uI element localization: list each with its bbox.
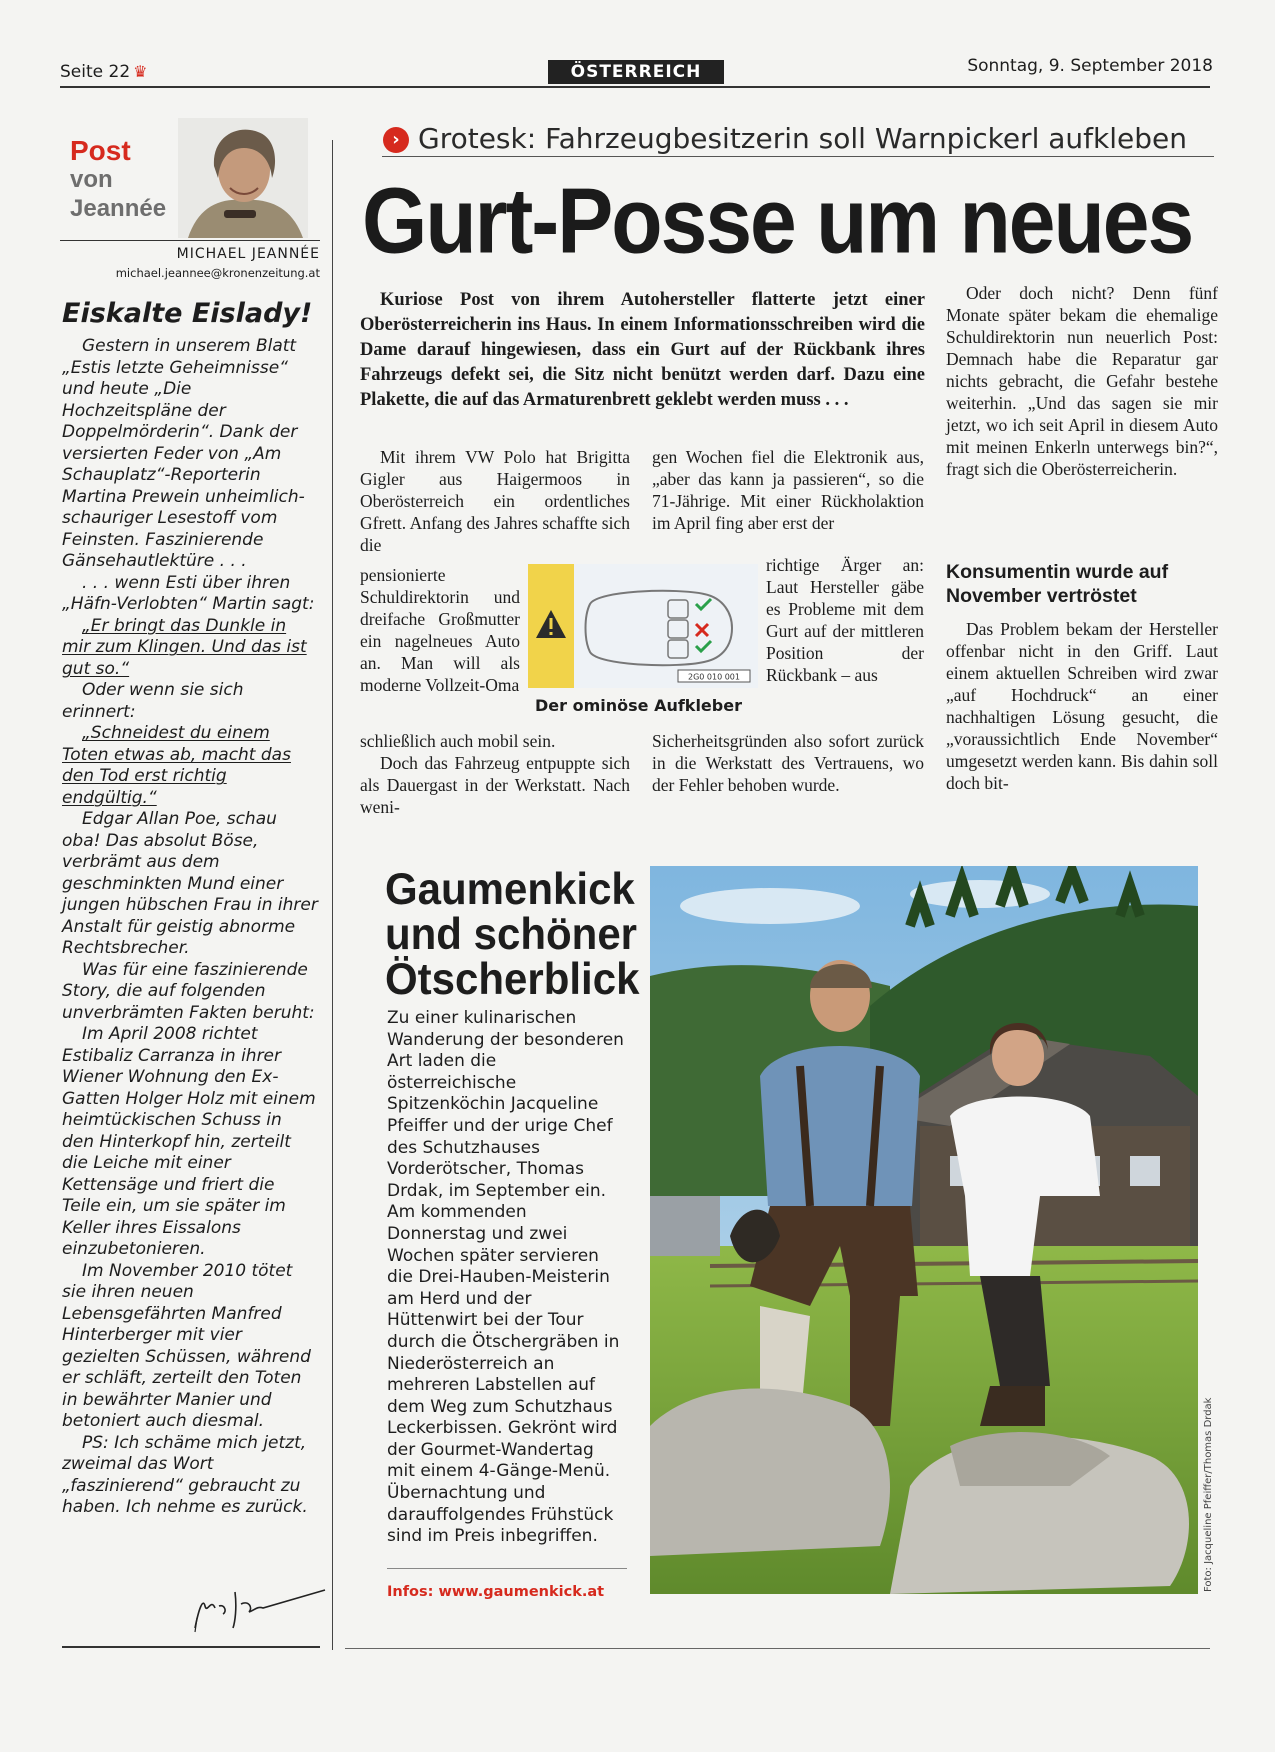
header-rule bbox=[60, 86, 1210, 88]
column-paragraph: Im April 2008 richtet Estibaliz Carranza in ihrer Wiener Wohnung den Ex-Gatten Holger Holz mit einem heimtückischen Schuss in den Hinterkopf hin, zerteilt die Leiche mit einer Kettensäge und friert die Teile ein, um sie später im Keller ihres Eissalons einzubetonieren. bbox=[62, 1024, 316, 1259]
story-paragraph: gen Wochen fiel die Elektronik aus, „aber das kann ja passieren“, so die 71-Jährige. Mit einer Rückholaktion im April fing aber erst der bbox=[652, 447, 924, 533]
column-body bbox=[62, 336, 318, 1519]
story-col1-wrap bbox=[360, 564, 520, 696]
column-paragraph: Oder wenn sie sich erinnert: bbox=[62, 680, 244, 722]
kicker-rule bbox=[382, 156, 1214, 157]
column-title-von: von bbox=[70, 166, 113, 193]
story-col2-bottom bbox=[652, 730, 924, 796]
author-signature bbox=[175, 1578, 345, 1634]
story-paragraph: Sicherheitsgründen also sofort zurück in die Werkstatt des Vertrauens, wo der Fehler behoben wurde. bbox=[652, 731, 924, 795]
story-col2-wrap bbox=[766, 554, 924, 686]
page-number: Seite 22 ♛ bbox=[60, 62, 148, 82]
teaser-photo bbox=[650, 866, 1198, 1594]
author-portrait bbox=[178, 118, 308, 238]
chevron-right-icon: › bbox=[383, 127, 409, 153]
sticker-code: 2G0 010 001 bbox=[687, 672, 741, 682]
story-col3-bottom bbox=[946, 618, 1218, 794]
teaser-headline-line: Gaumenkick bbox=[385, 863, 635, 914]
column-title bbox=[70, 136, 166, 223]
teaser-rule bbox=[387, 1568, 627, 1569]
story-paragraph: richtige Ärger an: Laut Hersteller gäbe es Probleme mit dem Gurt auf der mittleren Position der Rückbank – aus bbox=[766, 555, 924, 685]
sticker-caption: Der ominöse Aufkleber bbox=[535, 696, 742, 715]
column-paragraph: Was für eine faszinierende Story, die auf folgenden unverbrämten Fakten beruht: bbox=[62, 959, 315, 1023]
story-col1-top bbox=[360, 446, 630, 556]
story-col3-top bbox=[946, 282, 1218, 480]
teaser-headline bbox=[385, 863, 655, 1004]
story-paragraph: Mit ihrem VW Polo hat Brigitta Gigler aus Haigermoos in Oberösterreich ein ordentliches Gfrett. Anfang des Jahres schaffte sich die bbox=[360, 447, 630, 555]
column-bottom-rule bbox=[62, 1646, 320, 1648]
column-paragraph: Im November 2010 tötet sie ihren neuen Lebensgefährten Manfred Hinterberger mit vier gezielten Schüssen, während er schläft, zerteilt den Toten in bewährter Manier und betoniert auch diesmal. bbox=[62, 1260, 311, 1431]
story-paragraph: schließlich auch mobil sein. bbox=[360, 731, 556, 751]
story-kicker: Grotesk: Fahrzeugbesitzerin soll Warnpickerl aufkleben bbox=[418, 122, 1187, 155]
section-label: ÖSTERREICH bbox=[548, 60, 724, 84]
warning-sticker-image bbox=[528, 564, 758, 688]
photo-credit: Foto: Jacqueline Pfeiffer/Thomas Drdak bbox=[1203, 1397, 1214, 1592]
page-bottom-rule bbox=[345, 1648, 1210, 1649]
story-col2-top bbox=[652, 446, 924, 534]
column-headline: Eiskalte Eislady! bbox=[62, 298, 313, 329]
story-paragraph: Das Problem bekam der Hersteller offenbar nicht in den Griff. Laut einem aktuellen Schreiben wird zwar „auf Hochdruck“ an einer nachhaltigen Lösung gesucht, die „voraussichtlich Ende November“ umgesetzt werden kann. Bis dahin soll doch bit- bbox=[946, 619, 1218, 793]
story-col1-bottom bbox=[360, 730, 630, 818]
issue-date: Sonntag, 9. September 2018 bbox=[967, 56, 1213, 76]
column-divider bbox=[332, 140, 333, 1650]
teaser-infos-link[interactable]: Infos: www.gaumenkick.at bbox=[387, 1584, 605, 1600]
column-paragraph: PS: Ich schäme mich jetzt, zweimal das Wort „faszinierend“ gebraucht zu haben. Ich nehme es zurück. bbox=[62, 1432, 308, 1517]
column-paragraph: . . . wenn Esti über ihren „Häfn-Verlobten“ Martin sagt: bbox=[62, 572, 315, 614]
story-paragraph: Doch das Fahrzeug entpuppte sich als Dauergast in der Werkstatt. Nach weni- bbox=[360, 753, 630, 817]
column-quote: „Schneidest du einem Toten etwas ab, macht das den Tod erst richtig endgültig.“ bbox=[62, 723, 291, 808]
column-paragraph: Edgar Allan Poe, schau oba! Das absolut Böse, verbrämt aus dem geschminkten Mund einer jungen hübschen Frau in ihrer Anstalt für geistig abnorme Rechtsbrecher. bbox=[62, 809, 318, 958]
column-title-post: Post bbox=[70, 135, 131, 166]
story-paragraph: pensionierte Schuldirektorin und dreifache Großmutter ein nagelneues Auto an. Man will als moderne Vollzeit-Oma bbox=[360, 565, 520, 695]
teaser-text: Zu einer kulinarischen Wanderung der besonderen Art laden die österreichische Spitzenköchin Jacqueline Pfeiffer und der urige Chef des Schutzhauses Vorderötscher, Thomas Drdak, im September ein. Am kommenden Donnerstag und zwei Wochen später servieren die Drei-Hauben-Meisterin am Herd und der Hüttenwirt bei der Tour durch die Ötschergräben in Niederösterreich an mehreren Labstellen auf dem Weg zum Schutzhaus Leckerbissen. Gekrönt wird der Gourmet-Wandertag mit einem 4-Gänge-Menü. Übernachtung und darauffolgendes Frühstück sind im Preis inbegriffen. bbox=[387, 1008, 624, 1547]
story-lead: Kuriose Post von ihrem Autohersteller flatterte jetzt einer Oberösterreicherin ins Haus. In einem Informationsschreiben wird die Dame darauf hingewiesen, dass ein Gurt auf der Rückbank ihres Fahrzeugs defekt sei, die Sitz nicht benützt werden darf. Dazu eine Plakette, die auf das Armaturenbrett geklebt werden muss . . . bbox=[360, 290, 925, 410]
column-rule bbox=[60, 240, 320, 241]
column-title-name: Jeannée bbox=[70, 195, 167, 222]
story-subhead: Konsumentin wurde auf November vertröstet bbox=[946, 561, 1169, 607]
author-email[interactable]: michael.jeannee@kronenzeitung.at bbox=[115, 266, 320, 280]
story-paragraph: Oder doch nicht? Denn fünf Monate später bekam die ehemalige Schuldirektorin nun neuerlich Post: Demnach habe die Reparatur gar nichts gebracht, die Gefahr bestehe weiterhin. „Und das sagen sie mir jetzt, wo ich seit April in diesem Auto mit meinen Enkerln unterwegs bin?“, fragt sich die Oberösterreicherin. bbox=[946, 283, 1218, 479]
column-paragraph: Gestern in unserem Blatt „Estis letzte Geheimnisse“ und heute „Die Hochzeitspläne der Doppelmörderin“. Dank der versierten Feder von „Am Schauplatz“-Reporterin Martina Prewein unheimlich-schauriger Lesestoff vom Feinsten. Faszinierende Gänsehautlektüre . . . bbox=[62, 336, 305, 571]
teaser-headline-line: und schöner bbox=[385, 909, 638, 959]
author-name: MICHAEL JEANNÉE bbox=[176, 246, 320, 262]
teaser-headline-line: Ötscherblick bbox=[385, 954, 640, 1004]
column-quote: „Er bringt das Dunkle in mir zum Klingen. Und das ist gut so.“ bbox=[62, 615, 307, 679]
story-headline: Gurt-Posse um neues bbox=[362, 169, 1193, 273]
crown-icon: ♛ bbox=[133, 62, 148, 81]
